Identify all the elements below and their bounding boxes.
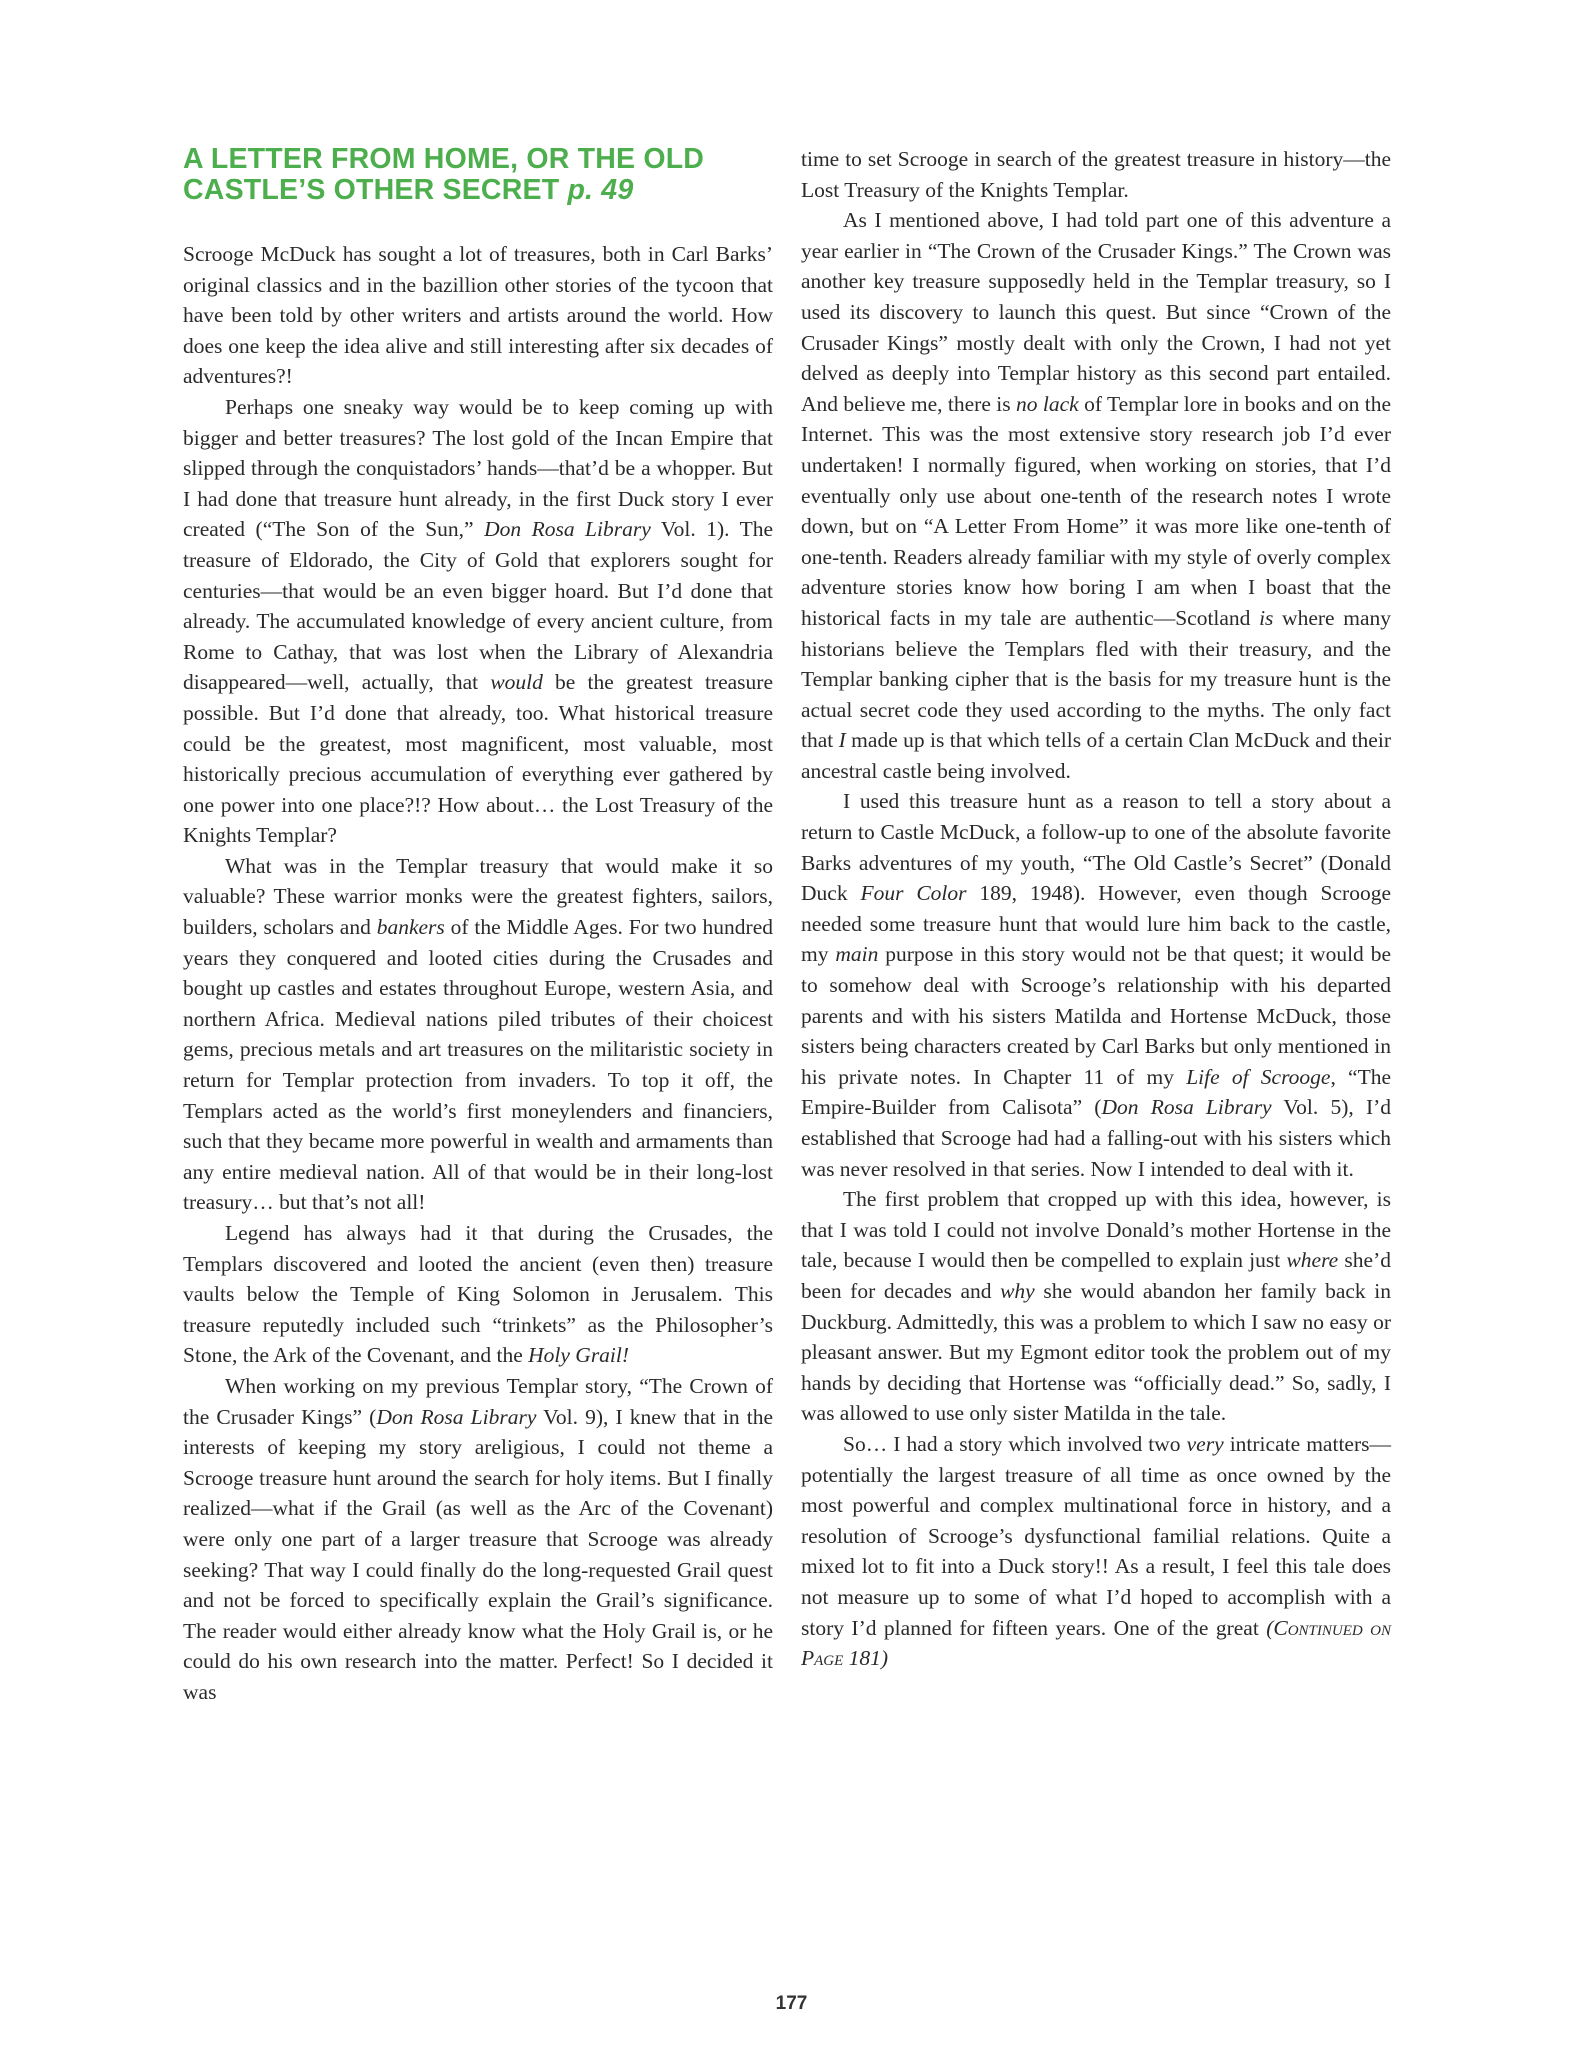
article-heading [183,144,773,206]
paragraph: When working on my previous Templar story, “The Crown of the Crusader Kings” (Don Rosa Library Vol. 9), I knew that in the interests of keeping my story areligious, I could not theme a Scrooge treasure hunt around the search for holy items. But I finally realized—what if the Grail (as well as the Arc of the Covenant) were only one part of a larger treasure that Scrooge was already seeking? That way I could finally do the long-requested Grail quest and not be forced to specifically explain the Grail’s significance. The reader would either already know what the Holy Grail is, or he could do his own research into the matter. Perfect! So I decided it was [183,1373,773,1704]
continued-note: (Continued on Page 181) [801,1615,1391,1671]
paragraph: I used this treasure hunt as a reason to tell a story about a return to Castle McDuck, a follow-up to one of the absolute favorite Barks adventures of my youth, “The Old Castle’s Secret” (Donald Duck Four Color 189, 1948). However, even though Scrooge needed some treasure hunt that would lure him back to the castle, my main purpose in this story would not be that quest; it would be to somehow deal with Scrooge’s relationship with his departed parents and with his sisters Matilda and Hortense McDuck, those sisters being characters created by Carl Barks but only mentioned in his private notes. In Chapter 11 of my Life of Scrooge, “The Empire-Builder from Calisota” (Don Rosa Library Vol. 5), I’d established that Scrooge had had a falling-out with his sisters which was never resolved in that series. Now I intended to deal with it. [801,789,1392,1181]
paragraph: As I mentioned above, I had told part one of this adventure a year earlier in “The Crown of the Crusader Kings.” The Crown was another key treasure supposedly held in the Templar treasury, so I used its discovery to launch this quest. But since “Crown of the Crusader Kings” mostly dealt with only the Crown, I had not yet delved as deeply into Templar history as this second part entailed. And believe me, there is no lack of Templar lore in books and on the Internet. This was the most extensive story research job I’d ever undertaken! I normally figured, when working on stories, that I’d eventually only use about one-tenth of the research notes I wrote down, but on “A Letter From Home” it was more like one-tenth of one-tenth. Readers already familiar with my style of overly complex adventure stories know how boring I am when I boast that the historical facts in my tale are authentic—Scotland is where many historians believe the Templars fled with their treasury, and the Templar banking cipher that is the basis for my treasure hunt is the actual secret code they used according to the myths. The only fact that I made up is that which tells of a certain Clan McDuck and their ancestral castle being involved. [801,208,1391,783]
page-number: 177 [775,1993,808,2014]
article-heading-page: p. 49 [567,174,634,206]
paragraph: The first problem that cropped up with this idea, however, is that I was told I could not involve Donald’s mother Hortense in the tale, because I would then be compelled to explain just where she’d been for decades and why she would abandon her family back in Duckburg. Admittedly, this was a problem to which I saw no easy or pleasant answer. But my Egmont editor took the problem out of my hands by deciding that Hortense was “officially dead.” So, sadly, I was allowed to use only sister Matilda in the tale. [801,1187,1392,1426]
article-heading-text: A LETTER FROM HOME, OR THE OLD CASTLE’S OTHER SECRET [183,143,705,206]
paragraph: Legend has always had it that during the Crusades, the Templars discovered and looted the ancient (even then) treasure vaults below the Temple of King Solomon in Jerusalem. This treasure reputedly included such “trinkets” as the Philosopher’s Stone, the Ark of the Covenant, and the Holy Grail! [183,1221,773,1368]
left-column [183,144,773,1708]
right-column [801,144,1391,1674]
paragraph: Scrooge McDuck has sought a lot of treasures, both in Carl Barks’ original classics and in the bazillion other stories of the tycoon that have been told by other writers and artists around the world. How does one keep the idea alive and still interesting after six decades of adventures?! [183,242,773,389]
paragraph: time to set Scrooge in search of the greatest treasure in history—the Lost Treasury of the Knights Templar. [801,147,1391,202]
paragraph: So… I had a story which involved two very intricate matters—potentially the largest treasure of all time as once owned by the most powerful and complex multinational force in history, and a resolution of Scrooge’s dysfunctional familial relations. Quite a mixed lot to fit into a Duck story!! As a result, I feel this tale does not measure up to some of what I’d hoped to accomplish with a story I’d planned for fifteen years. One of the great (Continued on Page 181) [801,1431,1391,1671]
paragraph: Perhaps one sneaky way would be to keep coming up with bigger and better treasures? The lost gold of the Incan Empire that slipped through the conquistadors’ hands—that’d be a whopper. But I had done that treasure hunt already, in the first Duck story I ever created (“The Son of the Sun,” Don Rosa Library Vol. 1). The treasure of Eldorado, the City of Gold that explorers sought for centuries—that would be an even bigger hoard. But I’d done that already. The accumulated knowledge of every ancient culture, from Rome to Cathay, that was lost when the Library of Alexandria disappeared—well, actually, that would be the greatest treasure possible. But I’d done that already, too. What historical treasure could be the greatest, most magnificent, most valuable, most historically precious accumulation of everything ever gathered by one power into one place?!? How about… the Lost Treasury of the Knights Templar? [183,394,773,848]
paragraph: What was in the Templar treasury that would make it so valuable? These warrior monks were the greatest fighters, sailors, builders, scholars and bankers of the Middle Ages. For two hundred years they conquered and looted cities during the Crusades and bought up castles and estates throughout Europe, western Asia, and northern Africa. Medieval nations piled tributes of their choicest gems, precious metals and art treasures on the militaristic society in return for Templar protection from invaders. To top it off, the Templars acted as the world’s first moneylenders and financiers, such that they became more powerful in wealth and armaments than any entire medieval nation. All of that would be in their long-lost treasury… but that’s not all! [183,853,773,1215]
